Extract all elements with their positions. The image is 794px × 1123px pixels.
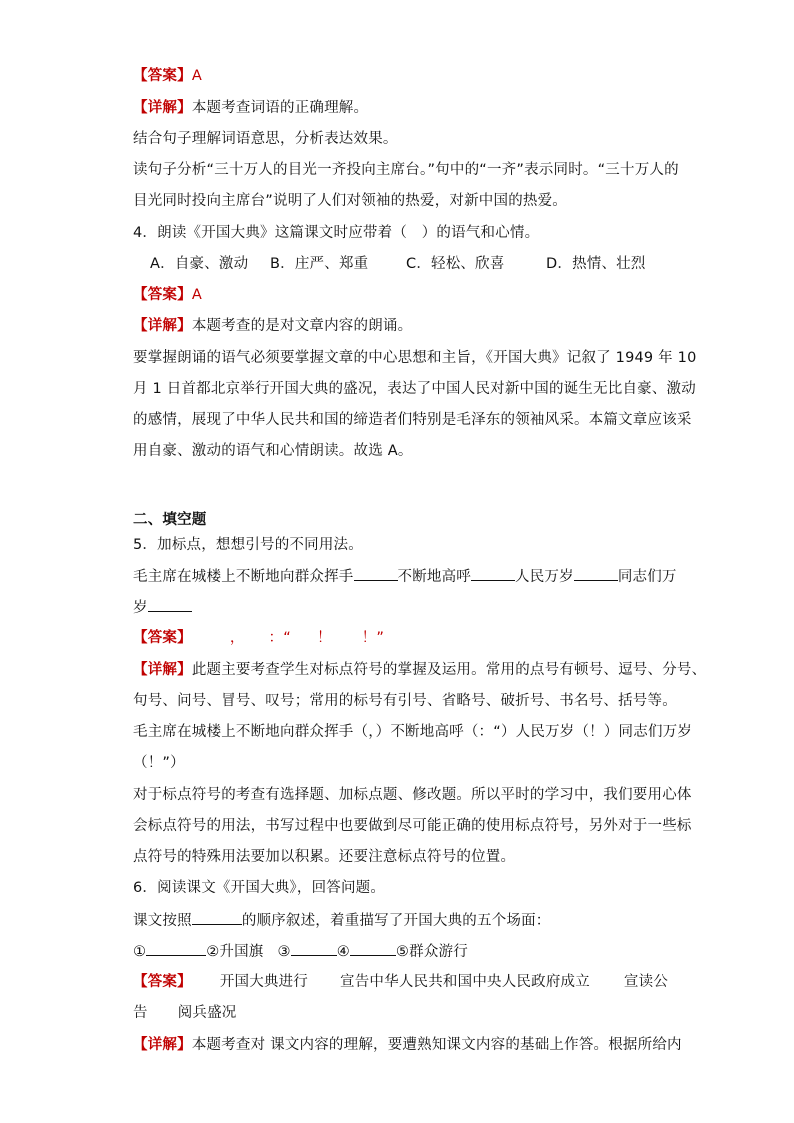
question-6-prompt [133, 910, 551, 931]
answer-line-1 [133, 66, 202, 86]
answer-text: 告 [133, 1005, 148, 1021]
sentence-part: 毛主席在城楼上不断地向群众挥手 [133, 569, 354, 585]
explanation-tag: 【详解】 [133, 1037, 192, 1053]
sentence-part: 课文按照 [133, 913, 192, 929]
scene-3: ③ [277, 944, 291, 960]
sentence-part: 的顺序叙述，着重描写了开国大典的五个场面： [241, 913, 551, 929]
answer-punct: ， [229, 630, 245, 646]
question-5: 5．加标点，想想引号的不同用法。 [133, 537, 363, 553]
explanation-line-3 [133, 660, 706, 680]
fill-blank[interactable] [192, 910, 242, 925]
answer-line-3 [133, 628, 384, 648]
text-line: 读句子分析“三十万人的目光一齐投向主席台。”句中的“一齐”表示同时。“三十万人的 [133, 162, 679, 178]
scene-2: ②升国旗 [206, 944, 264, 960]
text-line: （！”） [133, 755, 185, 771]
answer-value: A [191, 287, 202, 303]
text-line: 结合句子理解词语意思，分析表达效果。 [133, 131, 398, 147]
sentence-part: 同志们万 [617, 569, 677, 585]
question-5-sentence-cont [133, 597, 192, 618]
fill-blank[interactable] [574, 566, 618, 581]
answer-tag: 【答案】 [133, 287, 192, 303]
question-4: 4．朗读《开国大典》这篇课文时应带着（ ）的语气和心情。 [133, 225, 540, 241]
answer-tag: 【答案】 [133, 68, 192, 84]
text-line: 对于标点符号的考查有选择题、加标点题、修改题。所以平时的学习中，我们要用心体 [133, 787, 692, 803]
answer-punct: ！ [316, 630, 332, 646]
text-line: 句号、问号、冒号、叹号；常用的标号有引号、省略号、破折号、书名号、括号等。 [133, 693, 677, 709]
sentence-part: 岁 [133, 600, 148, 616]
answer-text: 开国大典进行 [219, 974, 309, 990]
answer-punct: ！” [361, 630, 385, 646]
question-6-scenes [133, 941, 468, 962]
text-line: 点符号的特殊用法要加以积累。还要注意标点符号的位置。 [133, 849, 516, 865]
explanation-line-4 [133, 1035, 682, 1055]
fill-blank[interactable] [354, 566, 398, 581]
text-line: 要掌握朗诵的语气必须要掌握文章的中心思想和主旨，《开国大典》记叙了 1949 年 10 [133, 350, 697, 366]
option-d: D．热情、壮烈 [546, 256, 646, 272]
scene-4: ④ [336, 944, 350, 960]
explanation-line-2 [133, 316, 412, 336]
explanation-line-1 [133, 98, 368, 118]
fill-blank[interactable] [146, 941, 206, 956]
sentence-part: 人民万岁 [515, 569, 574, 585]
text-line: 会标点符号的用法，书写过程中也要做到尽可能正确的使用标点符号，另外对于一些标 [133, 818, 692, 834]
answer-value: A [191, 68, 202, 84]
explanation-text: 此题主要考查学生对标点符号的掌握及运用。常用的点号有顿号、逗号、分号、 [191, 662, 707, 678]
scene-1: ① [133, 944, 147, 960]
answer-text: 阅兵盛况 [177, 1005, 237, 1021]
question-5-sentence [133, 566, 677, 587]
explanation-tag: 【详解】 [133, 100, 192, 116]
option-b: B．庄严、郑重 [270, 256, 369, 272]
option-c: C．轻松、欣喜 [406, 256, 505, 272]
question-6: 6．阅读课文《开国大典》，回答问题。 [133, 880, 386, 896]
answer-line-4-cont [133, 1003, 237, 1023]
answer-tag: 【答案】 [133, 974, 192, 990]
explanation-text: 本题考查词语的正确理解。 [191, 100, 369, 116]
fill-blank[interactable] [148, 597, 192, 612]
text-line: 的感情，展现了中华人民共和国的缔造者们特别是毛泽东的领袖风采。本篇文章应该采 [133, 412, 692, 428]
answer-text: 宣告中华人民共和国中央人民政府成立 [340, 974, 590, 990]
text-line: 目光同时投向主席台”说明了人们对领袖的热爱，对新中国的热爱。 [133, 193, 568, 209]
fill-blank[interactable] [471, 566, 515, 581]
explanation-text: 本题考查的是对文章内容的朗诵。 [191, 318, 413, 334]
explanation-text: 本题考查对 课文内容的理解，要遭熟知课文内容的基础上作答。根据所给内 [191, 1037, 682, 1053]
answer-line-2 [133, 285, 202, 305]
answer-line-4 [133, 972, 668, 992]
explanation-tag: 【详解】 [133, 318, 192, 334]
section-heading: 二、填空题 [133, 512, 207, 528]
text-line: 毛主席在城楼上不断地向群众挥手（，）不断地高呼（：“）人民万岁（！）同志们万岁 [133, 724, 693, 740]
answer-punct: ：“ [268, 630, 291, 646]
explanation-tag: 【详解】 [133, 662, 192, 678]
text-line: 月 1 日首都北京举行开国大典的盛况，表达了中国人民对新中国的诞生无比自豪、激动 [133, 381, 696, 397]
answer-tag: 【答案】 [133, 630, 192, 646]
option-a: A．自豪、激动 [150, 256, 249, 272]
fill-blank[interactable] [291, 941, 337, 956]
scene-5: ⑤群众游行 [395, 944, 468, 960]
text-line: 用自豪、激动的语气和心情朗读。故选 A。 [133, 443, 413, 459]
question-4-options [150, 254, 646, 274]
sentence-part: 不断地高呼 [397, 569, 471, 585]
answer-text: 宣读公 [623, 974, 669, 990]
fill-blank[interactable] [350, 941, 396, 956]
